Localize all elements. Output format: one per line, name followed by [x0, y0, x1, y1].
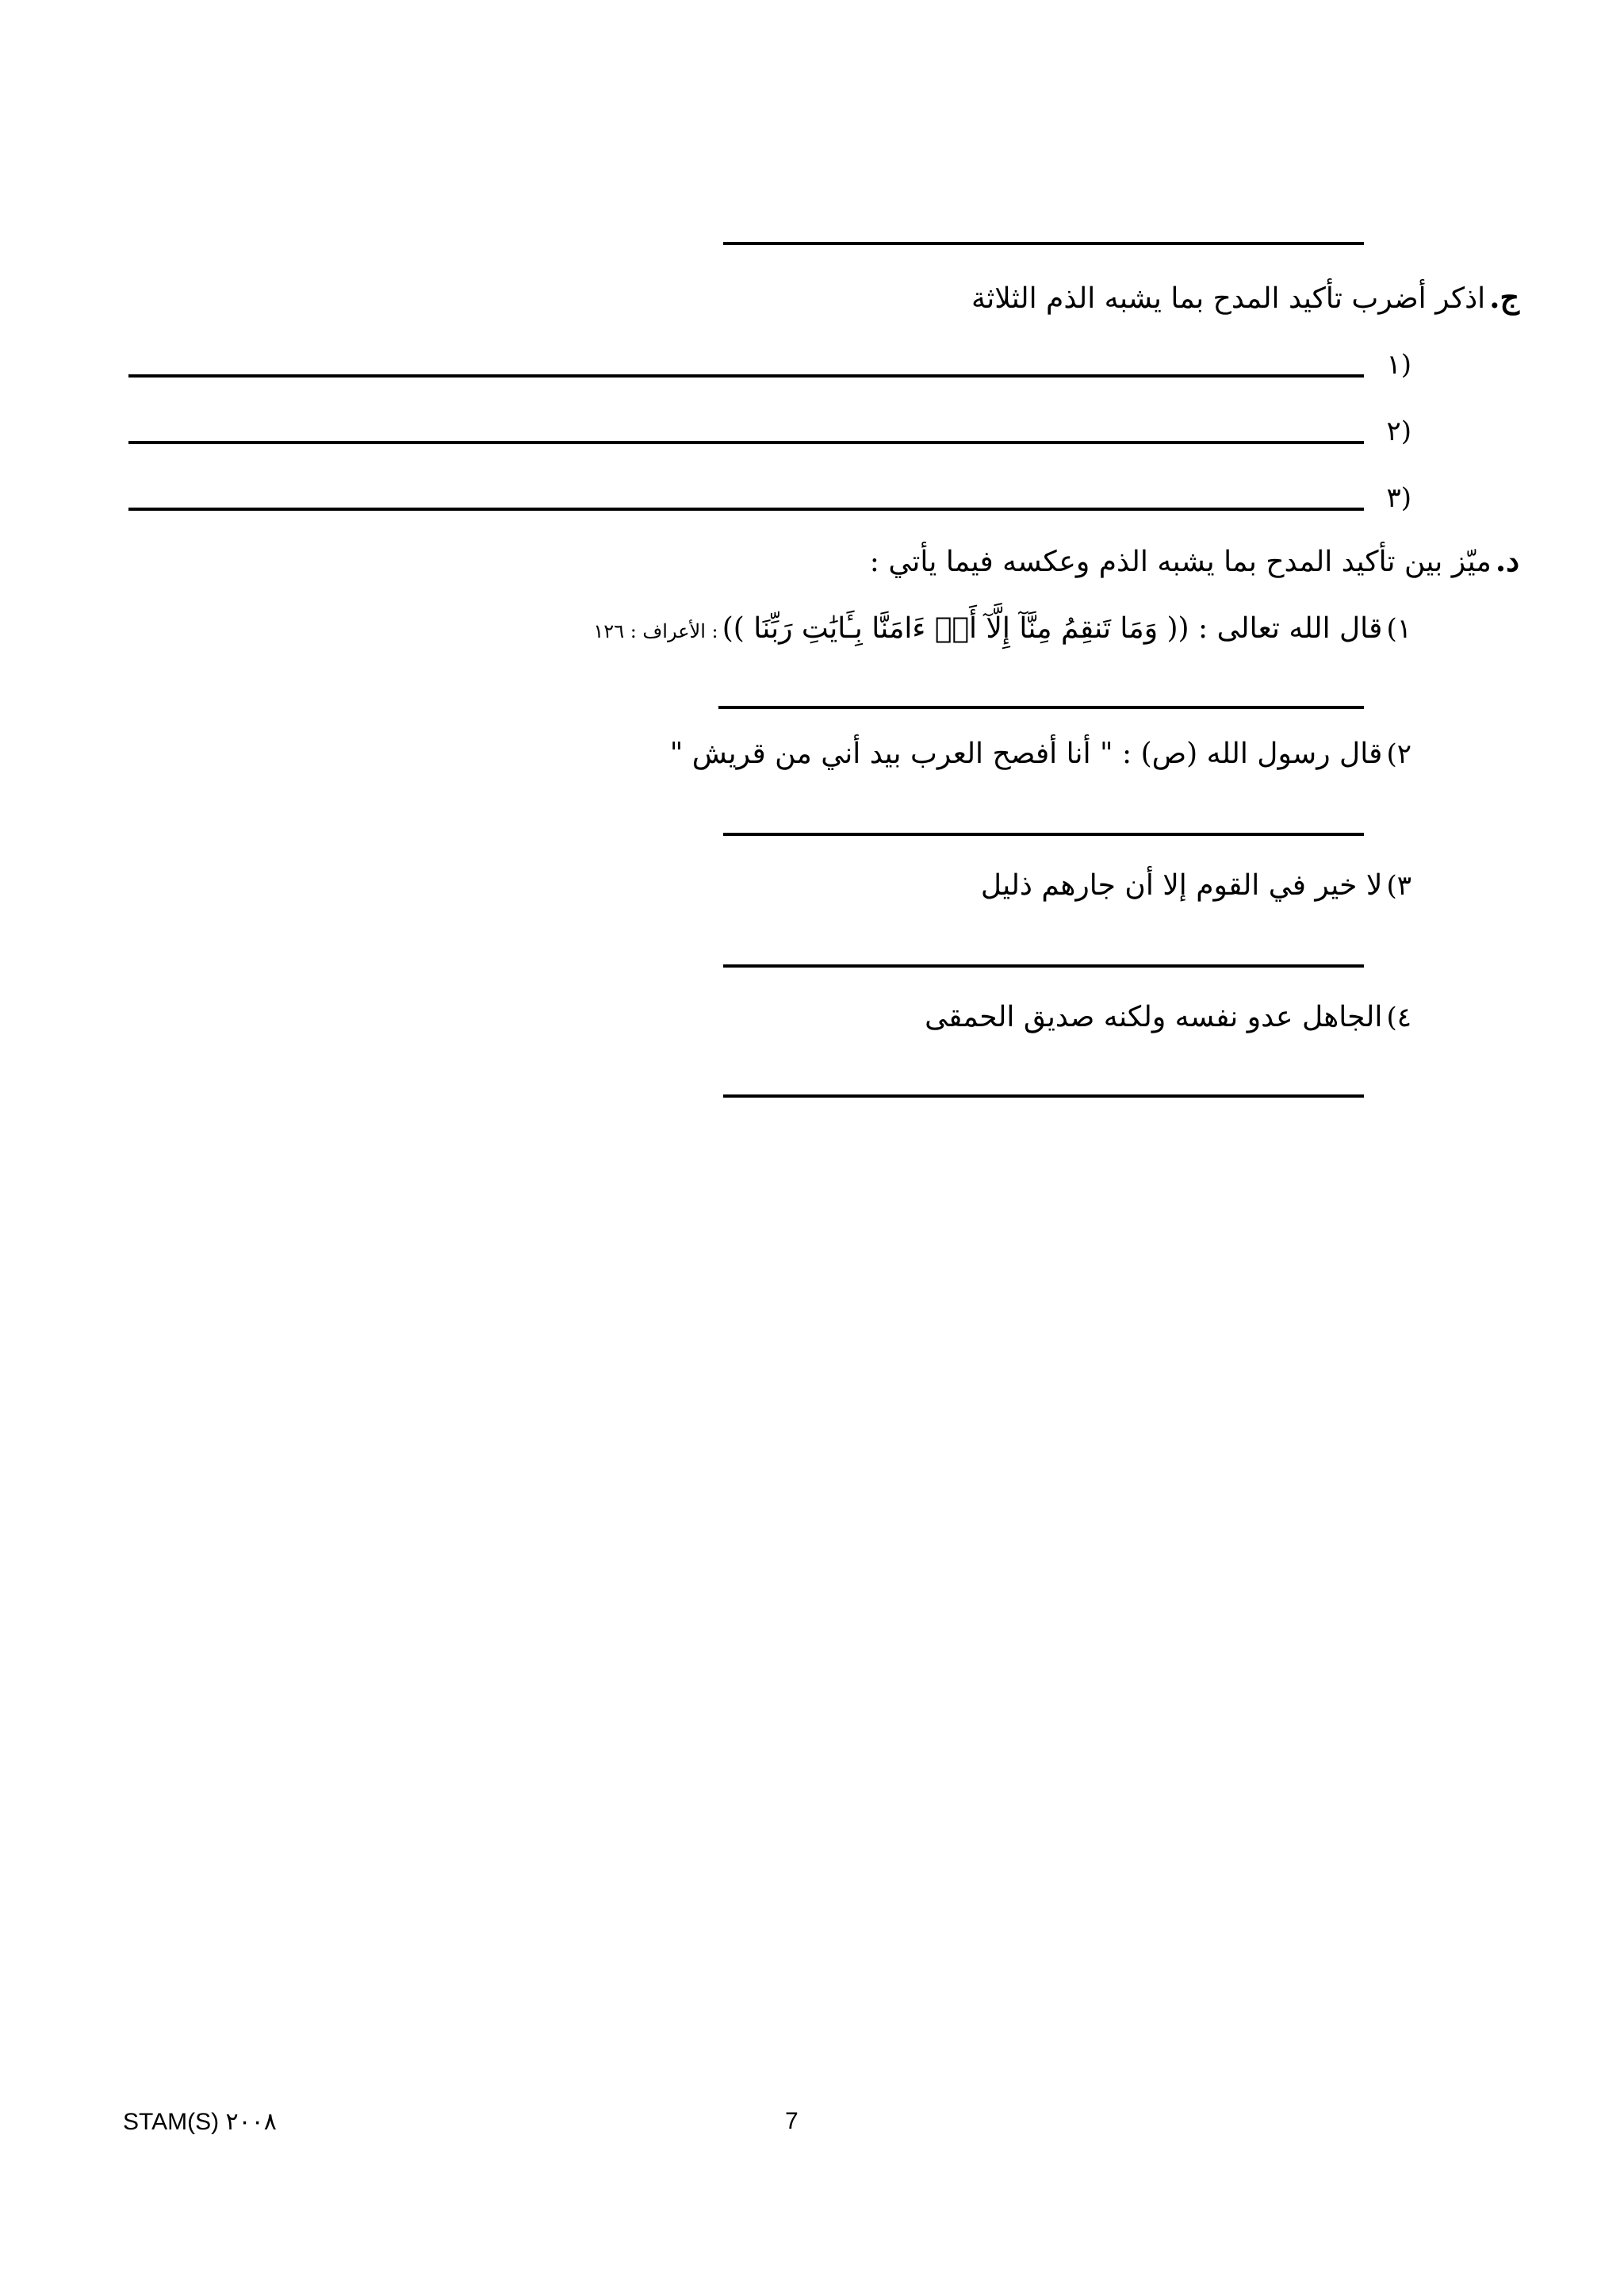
item-number: ٣) — [1386, 482, 1411, 514]
item-number: ٢) — [1386, 416, 1411, 447]
item-number: ٤) — [1386, 1002, 1411, 1033]
item-number: ١) — [1386, 349, 1411, 381]
answer-line — [128, 374, 1364, 378]
answer-line — [718, 706, 1364, 709]
section-d-prompt: ميّز بين تأكيد المدح بما يشبه الذم وعكسه فيما يأتي : — [869, 546, 1492, 578]
item-number: ٣) — [1386, 870, 1411, 902]
item-reference: : الأعراف : ١٢٦ — [593, 620, 718, 642]
answer-line — [128, 441, 1364, 444]
section-d-heading — [870, 542, 1519, 578]
section-d-item-2 — [670, 738, 1411, 770]
item-text: لا خير في القوم إلا أن جارهم ذليل — [980, 869, 1383, 902]
section-d-item-1 — [593, 612, 1411, 645]
footer-exam-code: STAM(S) ٢٠٠٨ — [123, 2109, 277, 2135]
section-d-letter: د. — [1495, 542, 1519, 578]
answer-line — [723, 833, 1364, 836]
answer-line — [723, 1094, 1364, 1098]
item-text: قال الله تعالى : (( وَمَا تَنقِمُ مِنَّآ إِلَّآ أَنۡ ءَامَنَّا بِـَٔايَٰتِ رَبِّنَا )) — [722, 612, 1383, 645]
section-d-item-3 — [981, 869, 1411, 902]
section-c-heading — [971, 279, 1519, 315]
item-text: قال رسول الله (ص) : " أنا أفصح العرب بيد أني من قريش " — [669, 738, 1383, 770]
section-d-item-4 — [925, 1001, 1411, 1033]
answer-line — [723, 964, 1364, 968]
answer-line — [128, 508, 1364, 511]
answer-line — [723, 242, 1364, 245]
page-number: 7 — [785, 2108, 799, 2134]
item-number: ٢) — [1386, 738, 1411, 770]
section-c-letter: ج. — [1489, 279, 1519, 315]
section-c-prompt: اذكر أضرب تأكيد المدح بما يشبه الذم الثلاثة — [971, 282, 1486, 315]
item-text: الجاهل عدو نفسه ولكنه صديق الحمقى — [925, 1001, 1383, 1033]
item-number: ١) — [1386, 613, 1411, 645]
